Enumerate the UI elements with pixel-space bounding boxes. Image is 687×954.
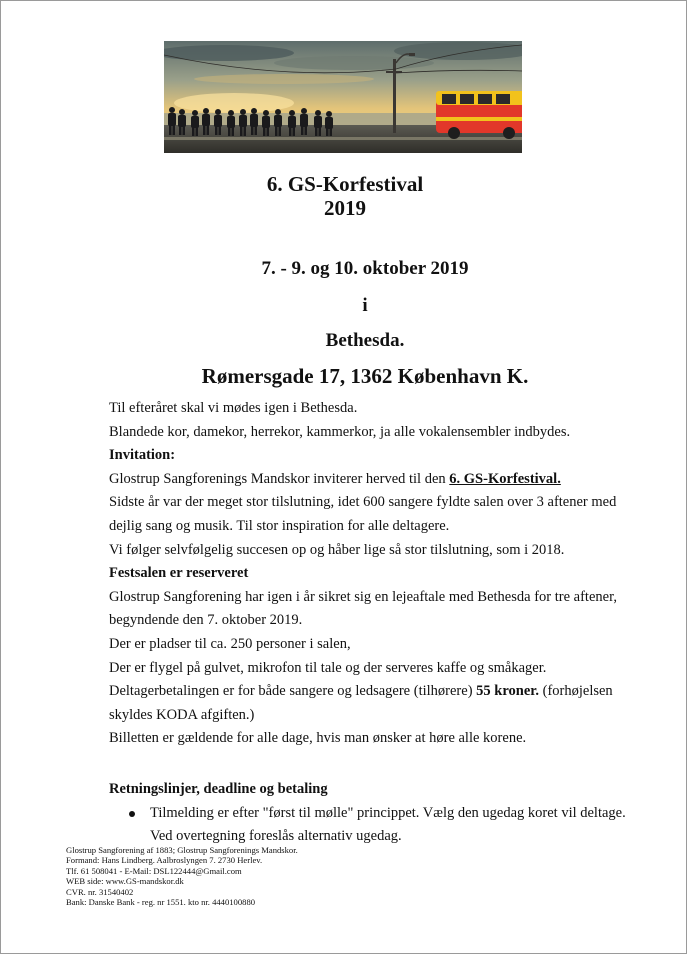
festsal-line-1: Glostrup Sangforening har igen i år sikret sig en lejeaftale med Bethesda for tre aftener,: [109, 588, 617, 605]
festsal-line-7: Billetten er gældende for alle dage, hvis man ønsker at høre alle korene.: [109, 730, 527, 747]
intro-paragraph-2: Blandede kor, damekor, herrekor, kammerkor, ja alle vokalensembler indbydes.: [109, 423, 571, 440]
invitation-line-1-text: Glostrup Sangforenings Mandskor inviterer herved til den: [109, 470, 450, 487]
festival-name-link: 6. GS-Korfestival.: [449, 470, 561, 487]
festsal-line-3: Der er pladser til ca. 250 personer i salen,: [109, 635, 351, 652]
guidelines-heading: Retningslinjer, deadline og betaling: [109, 781, 328, 797]
bullet-1-line-1: Tilmelding er efter "først til mølle" princippet. Vælg den ugedag koret vil deltage.: [150, 804, 626, 821]
footer-line-2: Formand: Hans Lindberg. Aalbroslyngen 7. 2730 Herlev.: [66, 855, 263, 866]
festsal-line-2: begyndende den 7. oktober 2019.: [109, 612, 303, 629]
festsal-line-6: skyldes KODA afgiften.): [109, 706, 255, 723]
invitation-line-3: dejlig sang og musik. Til stor inspiration for alle deltagere.: [109, 517, 450, 534]
footer-contact: [66, 845, 466, 907]
footer-line-3: Tlf. 61 508041 - E-Mail: DSL122444@Gmail.com: [66, 865, 242, 876]
festsal-line-5-suffix: (forhøjelsen: [539, 683, 613, 700]
intro-paragraph-1: Til efteråret skal vi mødes igen i Bethesda.: [109, 400, 358, 416]
festsal-line-5: [109, 680, 629, 704]
event-venue: Bethesda.: [325, 330, 405, 351]
event-preposition: i: [362, 295, 368, 316]
festsal-line-4: Der er flygel på gulvet, mikrofon til tale og der serveres kaffe og småkager.: [109, 659, 547, 676]
title-year: 2019: [324, 196, 366, 220]
festival-title: [180, 172, 510, 220]
invitation-line-4: Vi følger selvfølgelig succesen op og håber lige så stor tilslutning, som i 2018.: [109, 541, 565, 558]
price: 55 kroner.: [476, 683, 539, 700]
footer-line-4: WEB side: www.GS-mandskor.dk: [66, 876, 184, 887]
footer-line-1: Glostrup Sangforening af 1883; Glostrup Sangforenings Mandskor.: [66, 845, 298, 855]
bullet-dot-icon: [129, 811, 135, 817]
title-line-1: 6. GS-Korfestival: [266, 172, 424, 196]
guidelines-section: [109, 778, 629, 849]
header-photo: [164, 41, 522, 153]
festsal-line-5-prefix: Deltagerbetalingen er for både sangere og ledsagere (tilhørere): [109, 683, 477, 700]
festsal-heading: Festsalen er reserveret: [109, 565, 249, 582]
invitation-heading: Invitation:: [109, 447, 176, 464]
footer-line-6: Bank: Danske Bank - reg. nr 1551. kto nr. 4440100880: [66, 897, 256, 908]
event-address: Rømersgade 17, 1362 København K.: [201, 364, 529, 388]
invitation-line-2: Sidste år var der meget stor tilslutning, idet 600 sangere fyldte salen over 3 aftener med: [109, 494, 617, 511]
event-dates: 7. - 9. og 10. oktober 2019: [261, 258, 469, 279]
footer-line-5: CVR. nr. 31540402: [66, 886, 134, 897]
body-text: [109, 397, 629, 751]
guidelines-bullet-1: [109, 802, 629, 849]
bullet-1-line-2: Ved overtegning foreslås alternativ ugedag.: [150, 828, 402, 845]
invitation-line-1: [109, 468, 629, 492]
